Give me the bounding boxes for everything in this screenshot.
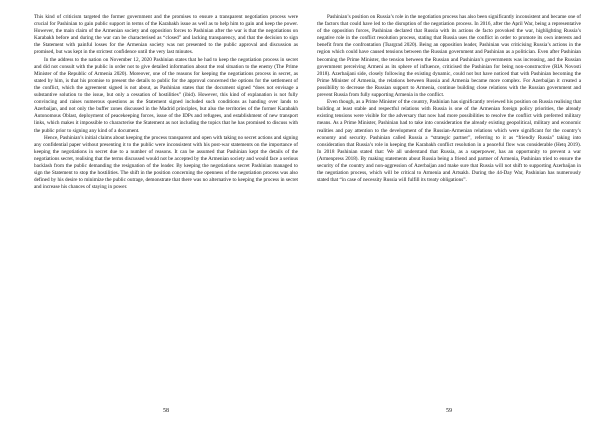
- paragraph: In the address to the nation on November 12, 2020 Pashinian states that he had to keep the negotiation process in secret and did not consult with the public in order not to give detailed information about the real situation to the enemy (The Prime Minister of the Republic of Armenia 2020). Moreover, one of the reasons for keeping the negotiations process in secret, as stated by him, is that his promise to present the details to public for the approval concerned the options for the settlement of the conflict, which the agreement signed is not about, as Pashinian states that the document signed “does not envisage a substantive solution to the issue, but only a cessation of hostilities” (ibid). However, this kind of explanation is not fully convincing and raises numerous questions as the Statement signed included such conditions as handing over lands to Azerbaijan, and not only the buffer zones discussed in the Madrid principles, but also the territories of the former Karabakh Autonomous Oblast, deployment of peacekeeping forces, issue of the IDPs and refugees, and establishment of new transport links, which makes it impossible to characterise the Statement as not including the topics that he has promised to discuss with the public prior to signing any kind of a document.: [34, 56, 298, 134]
- paragraph: Pashinian’s position on Russia’s role in the negotiation process has also been significantly inconsistent and became one of the factors that could have led to the disruption of the negotiation process. In 2016, after the April War, being a representative of the opposition forces, Pashinian declared that Russia with its actions de facto provoked the war, highlighting Russia’s negative role in the conflict resolution process, stating that Russia uses the conflict in order to promote its own interests and benefit from the confrontation (Tsargrad 2020). Being an opposition leader, Pashinian was criticising Russia’s actions in the region which could have caused tensions between the Russian government and Pashinian as a politician. Even after Pashinian becoming the Prime Minister, the tension between the Russian and Pashinian’s governments was increasing, and the Russian government perceiving Armeni as its sphere of influence, criticised the Pashinian for being non-constructive (RIA Novosti 2018). Azerbaijani side, closely following the existing dynamic, could not but have noticed that with Pashinian becoming the Prime Minister of Armenia, the relations between Russia and Armenia became more complex. For Azerbaijan it created a possibility to decrease the Russian support to Armenia, continue building close relations with the Russian government and prevent Russia from fully supporting Armenia in the conflict.: [317, 14, 581, 99]
- left-page: [34, 14, 298, 414]
- page-number: 58: [163, 408, 169, 414]
- right-page: [317, 14, 581, 414]
- page-number: 59: [446, 408, 452, 414]
- paragraph: Even though, as a Prime Minister of the country, Pashinian has significantly reviewed his position on Russia realising that building at least stable and respectful relations with Russia is one of the Armenian foreign policy priorities, the already existing tensions were visible for the adversary that now had more possibilities to resolve the conflict with preferred military means. As a Prime Minister, Pashinian had to take into consideration the already existing geopolitical, military and economic realities and pay attention to the development of the Russian-Armenian relations which were significant for the country’s economy and security. Pashinian called Russia a “strategic partner”, referring to it as “friendly Russia” taking into consideration that Russia’s role in keeping the Karabakh conflict resolution in a peaceful flow was considerable (Hetq 2019). In 2018 Pashinian stated that: We all understand that Russia, as a superpower, has an opportunity to prevent a war (Armenpress 2018). By making statements about Russia being a friend and partner of Armenia, Pashinian tried to ensure the security of the country and non-aggression of Azerbaijan and make sure that Russia will not shift to supporting Azerbaijan in the negotiation process, which will be critical to Armenia and Artsakh. During the 44-Day War, Pashinian has numerously stated that “in case of necessity Russia will fulfill its treaty obligations”.: [317, 99, 581, 184]
- paragraph: Hence, Pashinian’s initial claims about keeping the process transparent and open with taking no secret actions and signing any confidential paper without presenting it to the public were inconsistent with his post-war statements on the importance of keeping the negotiations in secret due to a number of reasons. It can be assumed that Pashinian kept the details of the negotiations secret, realising that the terms discussed would not be accepted by the Armenian society and would face a serious backlash from the public demanding the resignation of the leader. By keeping the negotiations secret Pashinian managed to sign the Statement to stop the hostilities. The shift in the position concerning the openness of the negotiation process was also defined by his desire to minimize the public outrage, demonstrate that there was no alternative to keeping the process in secret and increase his chances of staying in power.: [34, 134, 298, 191]
- right-page-text: [317, 14, 581, 184]
- left-page-text: [34, 14, 298, 191]
- paragraph: This kind of criticism targeted the former government and the promises to ensure a transparent negotiation process were crucial for Pashinian to gain public support in terms of the Karabakh issue as well as to help him to gain and keep the power. However, the main claim of the Armenian society and opposition forces to Pashinian after the war is that the negotiations on Karabakh before and during the war can be characterised as “closed” and lacking transparency, and that the decision to sign the Statement with painful losses for the Armenian society was not presented to the public approval and discussion as promised, but was kept in the strictest confidence until the very last minutes.: [34, 14, 298, 56]
